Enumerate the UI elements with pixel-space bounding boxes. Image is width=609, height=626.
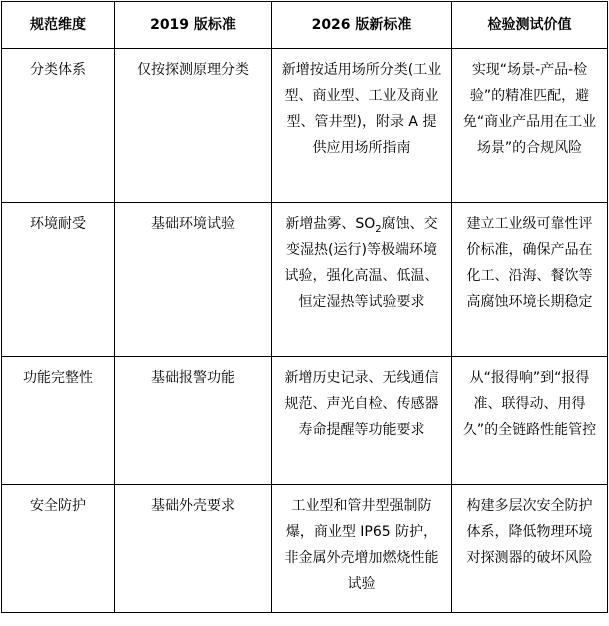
cell-2026: 工业型和管井型强制防爆，商业型 IP65 防护，非金属外壳增加燃烧性能试验 [272,485,452,613]
cell-2019: 仅按探测原理分类 [115,49,272,203]
cell-2026-text-post: 腐蚀、交变湿热(运行)等极端环境试验，强化高温、低温、恒定湿热等试验要求 [284,216,439,310]
table-row [2,203,608,357]
table-row [2,485,608,613]
so2-subscript: 2 [375,223,382,235]
header-2019-standard: 2019 版标准 [115,2,272,49]
cell-2026: 新增历史记录、无线通信规范、声光自检、传感器寿命提醒等功能要求 [272,357,452,485]
cell-dimension: 功能完整性 [2,357,115,485]
table-row [2,357,608,485]
cell-dimension: 环境耐受 [2,203,115,357]
cell-dimension: 分类体系 [2,49,115,203]
table-header-row [2,2,608,49]
cell-dimension: 安全防护 [2,485,115,613]
cell-value: 从“报得响”到“报得准、联得动、用得久”的全链路性能管控 [452,357,608,485]
cell-value: 建立工业级可靠性评价标准，确保产品在化工、沿海、餐饮等高腐蚀环境长期稳定 [452,203,608,357]
table-row [2,49,608,203]
cell-value: 实现“场景-产品-检验”的精准匹配，避免“商业产品用在工业场景”的合规风险 [452,49,608,203]
cell-value: 构建多层次安全防护体系，降低物理环境对探测器的破坏风险 [452,485,608,613]
cell-2026 [272,203,452,357]
standards-comparison-table [1,1,608,613]
cell-2019: 基础环境试验 [115,203,272,357]
cell-2026-text-pre: 新增盐雾、SO [285,216,376,232]
header-2026-standard: 2026 版新标准 [272,2,452,49]
cell-2019: 基础报警功能 [115,357,272,485]
cell-2026: 新增按适用场所分类(工业型、商业型、工业及商业型、管井型)，附录 A 提供应用场所指南 [272,49,452,203]
cell-2019: 基础外壳要求 [115,485,272,613]
header-dimension: 规范维度 [2,2,115,49]
header-test-value: 检验测试价值 [452,2,608,49]
